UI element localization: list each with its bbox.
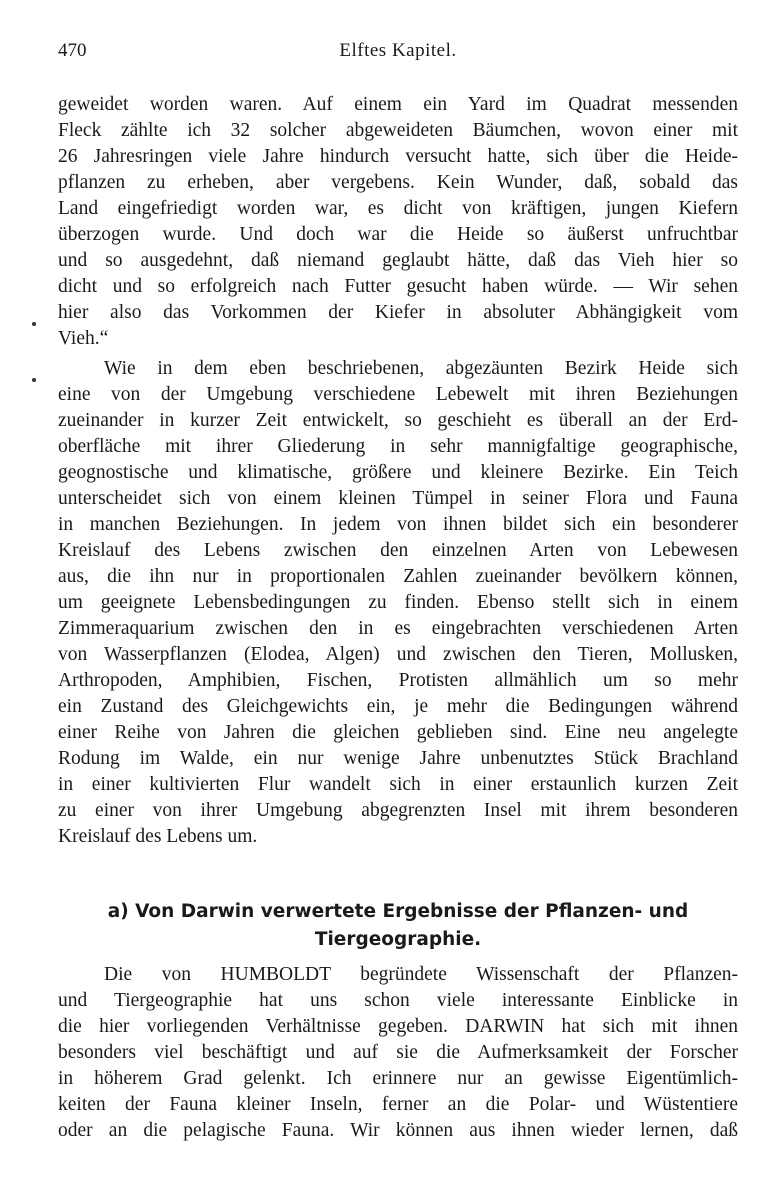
text-line: pflanzen zu erheben, aber vergebens. Kein Wunder, daß, sobald das [58, 172, 738, 193]
text-line: um geeignete Lebensbedingungen zu finden. Ebenso stellt sich in einem [58, 592, 738, 613]
text-line: aus, die ihn nur in proportionalen Zahlen zueinander bevölkern können, [58, 566, 738, 587]
text-line: geweidet worden waren. Auf einem ein Yard im Quadrat messenden [58, 94, 738, 115]
text-line: oder an die pelagische Fauna. Wir können aus ihnen wieder lernen, daß [58, 1120, 738, 1141]
section-heading-line: a) Von Darwin verwertete Ergebnisse der Pflanzen- und [107, 901, 689, 922]
text-line: ein Zustand des Gleichgewichts ein, je mehr die Bedingungen während [58, 696, 738, 717]
text-line: eine von der Umgebung verschiedene Lebewelt mit ihren Beziehungen [58, 384, 738, 405]
margin-mark [32, 378, 36, 382]
text-line: Fleck zählte ich 32 solcher abgeweideten Bäumchen, wovon einer mit [58, 120, 738, 141]
text-line: oberfläche mit ihrer Gliederung in sehr mannigfaltige geographische, [58, 436, 738, 457]
text-line: Vieh.“ [58, 328, 109, 349]
text-line: einer Reihe von Jahren die gleichen geblieben sind. Eine neu angelegte [58, 722, 738, 743]
text-line: geognostische und klimatische, größere und kleinere Bezirke. Ein Teich [58, 462, 738, 483]
section-heading-line: Tiergeographie. [314, 929, 482, 950]
text-line: besonders viel beschäftigt und auf sie die Aufmerksamkeit der Forscher [58, 1042, 738, 1063]
text-line: Wie in dem eben beschriebenen, abgezäunten Bezirk Heide sich [104, 358, 738, 379]
text-line: und so ausgedehnt, daß niemand geglaubt hätte, daß das Vieh hier so [58, 250, 738, 271]
text-line: hier also das Vorkommen der Kiefer in absoluter Abhängigkeit vom [58, 302, 738, 323]
text-line: 26 Jahresringen viele Jahre hindurch versucht hatte, sich über die Heide- [58, 146, 738, 167]
text-line: in höherem Grad gelenkt. Ich erinnere nur an gewisse Eigentümlich- [58, 1068, 738, 1089]
text-line: und Tiergeographie hat uns schon viele interessante Einblicke in [58, 990, 738, 1011]
text-line: Land eingefriedigt worden war, es dicht von kräftigen, jungen Kiefern [58, 198, 738, 219]
text-line: Rodung im Walde, ein nur wenige Jahre unbenutztes Stück Brachland [58, 748, 738, 769]
text-line: Arthropoden, Amphibien, Fischen, Protisten allmählich um so mehr [58, 670, 738, 691]
chapter-title: Elftes Kapitel. [339, 40, 457, 61]
text-line: dicht und so erfolgreich nach Futter gesucht haben würde. — Wir sehen [58, 276, 738, 297]
text-line: in manchen Beziehungen. In jedem von ihnen bildet sich ein besonderer [58, 514, 738, 535]
text-line: keiten der Fauna kleiner Inseln, ferner an die Polar- und Wüstentiere [58, 1094, 738, 1115]
section-heading [58, 898, 738, 954]
text-line: unterscheidet sich von einem kleinen Tümpel in seiner Flora und Fauna [58, 488, 738, 509]
running-head [58, 40, 738, 68]
text-line: die hier vorliegenden Verhältnisse gegeben. DARWIN hat sich mit ihnen [58, 1016, 738, 1037]
text-line: Zimmeraquarium zwischen den in es eingebrachten verschiedenen Arten [58, 618, 738, 639]
text-line: zueinander in kurzer Zeit entwickelt, so geschieht es überall an der Erd- [58, 410, 738, 431]
margin-mark [32, 322, 36, 326]
page-number: 470 [58, 40, 87, 61]
text-line: Kreislauf des Lebens zwischen den einzelnen Arten von Lebewesen [58, 540, 738, 561]
text-line: Die von HUMBOLDT begründete Wissenschaft der Pflanzen- [104, 964, 738, 985]
text-line: in einer kultivierten Flur wandelt sich in einer erstaunlich kurzen Zeit [58, 774, 738, 795]
text-line: zu einer von ihrer Umgebung abgegrenzten Insel mit ihrem besonderen [58, 800, 738, 821]
text-line: überzogen wurde. Und doch war die Heide so äußerst unfruchtbar [58, 224, 738, 245]
text-line: Kreislauf des Lebens um. [58, 826, 258, 847]
text-line: von Wasserpflanzen (Elodea, Algen) und zwischen den Tieren, Mollusken, [58, 644, 738, 665]
